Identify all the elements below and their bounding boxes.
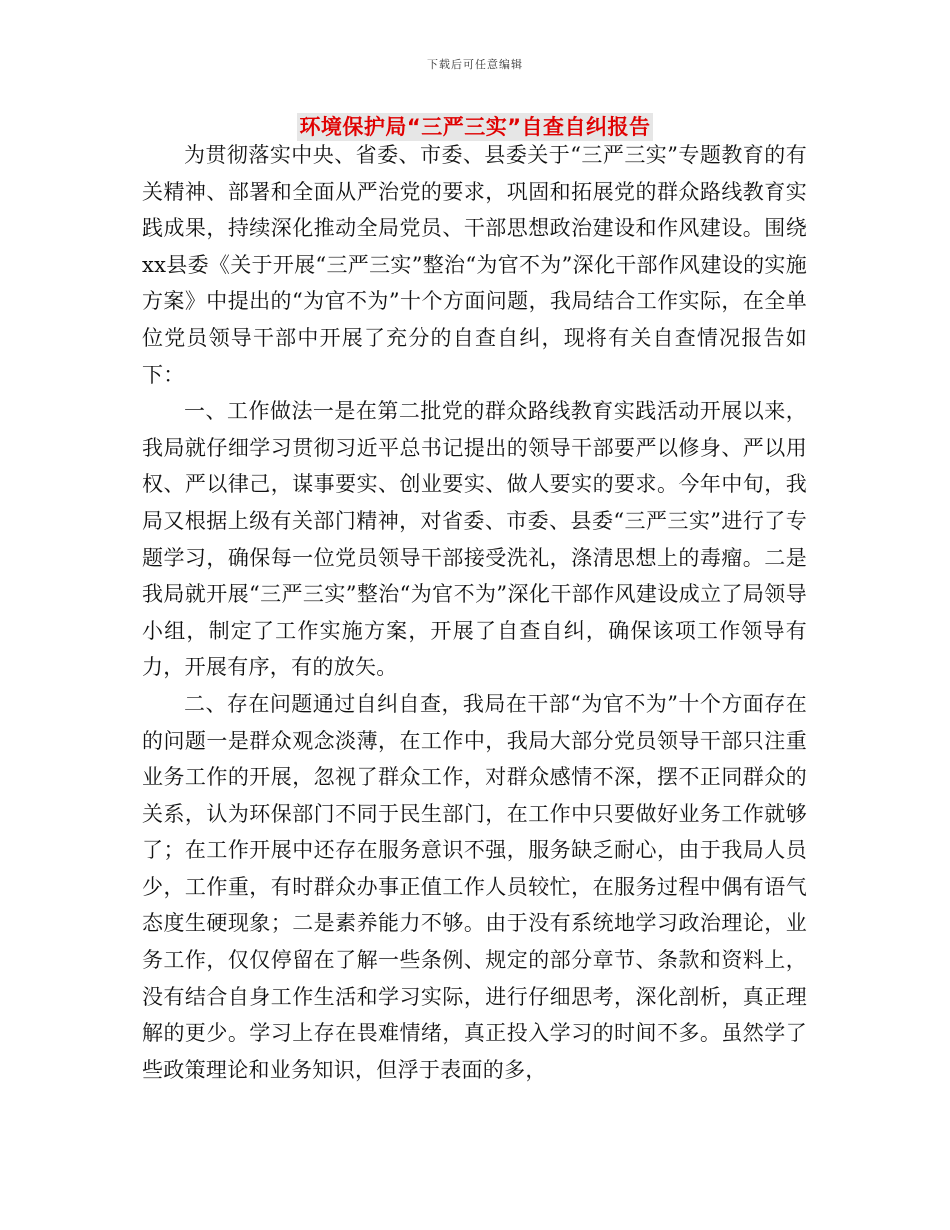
paragraph-existing-problems: 二、存在问题通过自纠自查，我局在干部“为官不为”十个方面存在的问题一是群众观念淡薄，在工作中，我局大部分党员领导干部只注重业务工作的开展，忽视了群众工作，对群众感情不深，摆不正同群众的关系，认为环保部门不同于民生部门，在工作中只要做好业务工作就够了；在工作开展中还存在服务意识不强，服务缺乏耐心，由于我局人员少，工作重，有时群众办事正值工作人员较忙，在服务过程中偶有语气态度生硬现象；二是素养能力不够。由于没有系统地学习政治理论，业务工作，仅仅停留在了解一些条例、规定的部分章节、条款和资料上，没有结合自身工作生活和学习实际，进行仔细思考，深化剖析，真正理解的更少。学习上存在畏难情绪，真正投入学习的时间不多。虽然学了些政策理论和业务知识，但浮于表面的多， — [142, 691, 807, 1082]
header-note: 下载后可任意编辑 — [427, 58, 523, 71]
document-body — [142, 137, 807, 1088]
paragraph-work-methods: 一、工作做法一是在第二批党的群众路线教育实践活动开展以来，我局就仔细学习贯彻习近平总书记提出的领导干部要严以修身、严以用权、严以律己，谋事要实、创业要实、做人要实的要求。今年中旬，我局又根据上级有关部门精神，对省委、市委、县委“三严三实”进行了专题学习，确保每一位党员领导干部接受洗礼，涤清思想上的毒瘤。二是我局就开展“三严三实”整治“为官不为”深化干部作风建设成立了局领导小组，制定了工作实施方案，开展了自查自纠，确保该项工作领导有力，开展有序，有的放矢。 — [142, 399, 807, 680]
paragraph-intro: 为贯彻落实中央、省委、市委、县委关于“三严三实”专题教育的有关精神、部署和全面从严治党的要求，巩固和拓展党的群众路线教育实践成果，持续深化推动全局党员、干部思想政治建设和作风建设。围绕xx县委《关于开展“三严三实”整治“为官不为”深化干部作风建设的实施方案》中提出的“为官不为”十个方面问题，我局结合工作实际，在全单位党员领导干部中开展了充分的自查自纠，现将有关自查情况报告如下： — [142, 143, 807, 387]
document-title: 环境保护局“三严三实”自查自纠报告 — [299, 115, 651, 139]
